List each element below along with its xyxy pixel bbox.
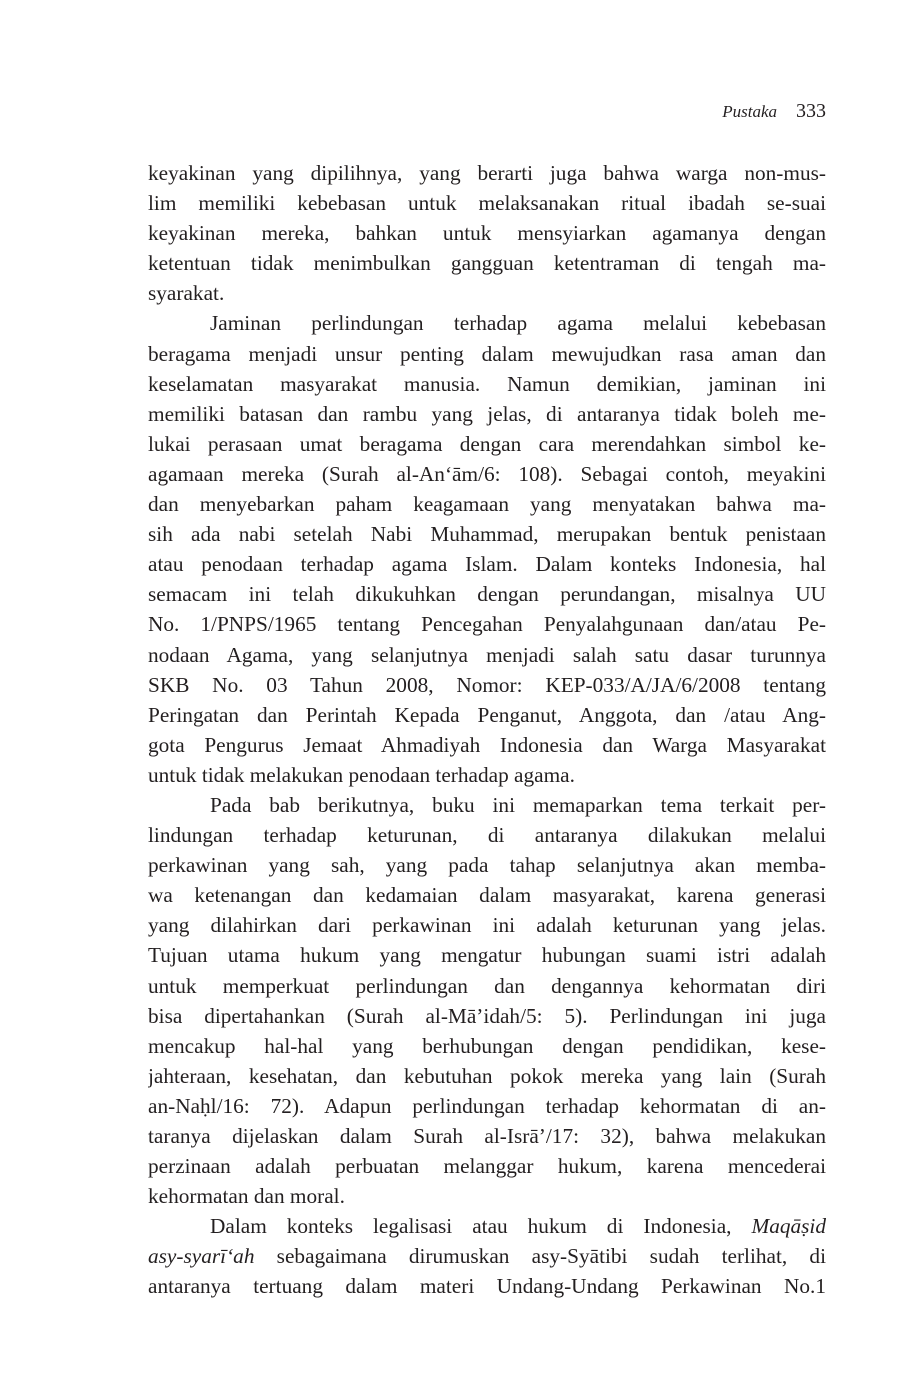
paragraph-4 bbox=[148, 1211, 826, 1301]
text-line: No. 1/PNPS/1965 tentang Pencegahan Penyalahgunaan dan/atau Pe- bbox=[148, 612, 826, 637]
body-text bbox=[148, 158, 826, 1302]
paragraph-1 bbox=[148, 158, 826, 308]
text-line: keyakinan yang dipilihnya, yang berarti juga bahwa warga non-mus- bbox=[148, 161, 826, 185]
running-head-section: Pustaka bbox=[722, 102, 777, 121]
term-maqasid: Maqāṣid bbox=[751, 1214, 826, 1239]
text-line: dan menyebarkan paham keagamaan yang menyatakan bahwa ma- bbox=[148, 492, 826, 517]
text-run: sebagaimana dirumuskan asy-Syātibi sudah terlihat, di bbox=[254, 1244, 826, 1269]
text-line: sih ada nabi setelah Nabi Muhammad, merupakan bentuk penistaan bbox=[148, 522, 826, 547]
text-line: perkawinan yang sah, yang pada tahap selanjutnya akan memba- bbox=[148, 853, 826, 878]
page-number: 333 bbox=[796, 100, 826, 122]
text-line: untuk memperkuat perlindungan dan dengannya kehormatan diri bbox=[148, 973, 826, 998]
text-line: keyakinan mereka, bahkan untuk mensyiarkan agamanya dengan bbox=[148, 221, 826, 246]
term-asy-syariah: asy-syarī‘ah bbox=[148, 1244, 255, 1269]
paragraph-2 bbox=[148, 308, 826, 790]
text-line: nodaan Agama, yang selanjutnya menjadi salah satu dasar turunnya bbox=[148, 642, 826, 667]
text-line: agamaan mereka (Surah al-An‘ām/6: 108). Sebagai contoh, meyakini bbox=[148, 461, 826, 486]
text-line: memiliki batasan dan rambu yang jelas, di antaranya tidak boleh me- bbox=[148, 401, 826, 426]
text-line: gota Pengurus Jemaat Ahmadiyah Indonesia dan Warga Masyarakat bbox=[148, 732, 826, 757]
text-line: syarakat. bbox=[148, 281, 225, 306]
text-line: SKB No. 03 Tahun 2008, Nomor: KEP-033/A/JA/6/2008 tentang bbox=[148, 672, 826, 697]
text-line: keselamatan masyarakat manusia. Namun demikian, jaminan ini bbox=[148, 371, 826, 396]
text-line: an-Naḥl/16: 72). Adapun perlindungan terhadap kehormatan di an- bbox=[148, 1093, 826, 1118]
text-line: perzinaan adalah perbuatan melanggar hukum, karena mencederai bbox=[148, 1154, 826, 1179]
text-line: lindungan terhadap keturunan, di antaranya dilakukan melalui bbox=[148, 823, 826, 848]
running-head bbox=[722, 96, 826, 127]
text-line: jahteraan, kesehatan, dan kebutuhan pokok mereka yang lain (Surah bbox=[148, 1063, 826, 1088]
text-line: Jaminan perlindungan terhadap agama melalui kebebasan bbox=[210, 311, 826, 336]
paragraph-3 bbox=[148, 790, 826, 1211]
text-line: antaranya tertuang dalam materi Undang-Undang Perkawinan No.1 bbox=[148, 1274, 826, 1299]
text-line: mencakup hal-hal yang berhubungan dengan pendidikan, kese- bbox=[148, 1033, 826, 1058]
text-line: ketentuan tidak menimbulkan gangguan ketentraman di tengah ma- bbox=[148, 251, 826, 276]
text-run: Dalam konteks legalisasi atau hukum di Indonesia, bbox=[210, 1214, 752, 1239]
text-line: Peringatan dan Perintah Kepada Penganut, Anggota, dan /atau Ang- bbox=[148, 702, 826, 727]
text-line: wa ketenangan dan kedamaian dalam masyarakat, karena generasi bbox=[148, 883, 826, 908]
text-line: beragama menjadi unsur penting dalam mewujudkan rasa aman dan bbox=[148, 341, 826, 366]
text-line: taranya dijelaskan dalam Surah al-Isrā’/17: 32), bahwa melakukan bbox=[148, 1124, 826, 1148]
text-line: semacam ini telah dikukuhkan dengan perundangan, misalnya UU bbox=[148, 582, 826, 607]
text-line: kehormatan dan moral. bbox=[148, 1184, 345, 1209]
text-line: lukai perasaan umat beragama dengan cara merendahkan simbol ke- bbox=[148, 431, 826, 456]
text-line: Tujuan utama hukum yang mengatur hubungan suami istri adalah bbox=[148, 943, 826, 968]
text-line: yang dilahirkan dari perkawinan ini adalah keturunan yang jelas. bbox=[148, 913, 826, 938]
text-line: untuk tidak melakukan penodaan terhadap agama. bbox=[148, 762, 575, 787]
text-line: atau penodaan terhadap agama Islam. Dalam konteks Indonesia, hal bbox=[148, 552, 826, 577]
text-line: bisa dipertahankan (Surah al-Mā’idah/5: 5). Perlindungan ini juga bbox=[148, 1003, 826, 1028]
text-line: lim memiliki kebebasan untuk melaksanakan ritual ibadah se-suai bbox=[148, 191, 826, 216]
text-line: Pada bab berikutnya, buku ini memaparkan tema terkait per- bbox=[210, 792, 826, 817]
text-line bbox=[148, 1241, 826, 1271]
text-line bbox=[148, 1211, 826, 1241]
